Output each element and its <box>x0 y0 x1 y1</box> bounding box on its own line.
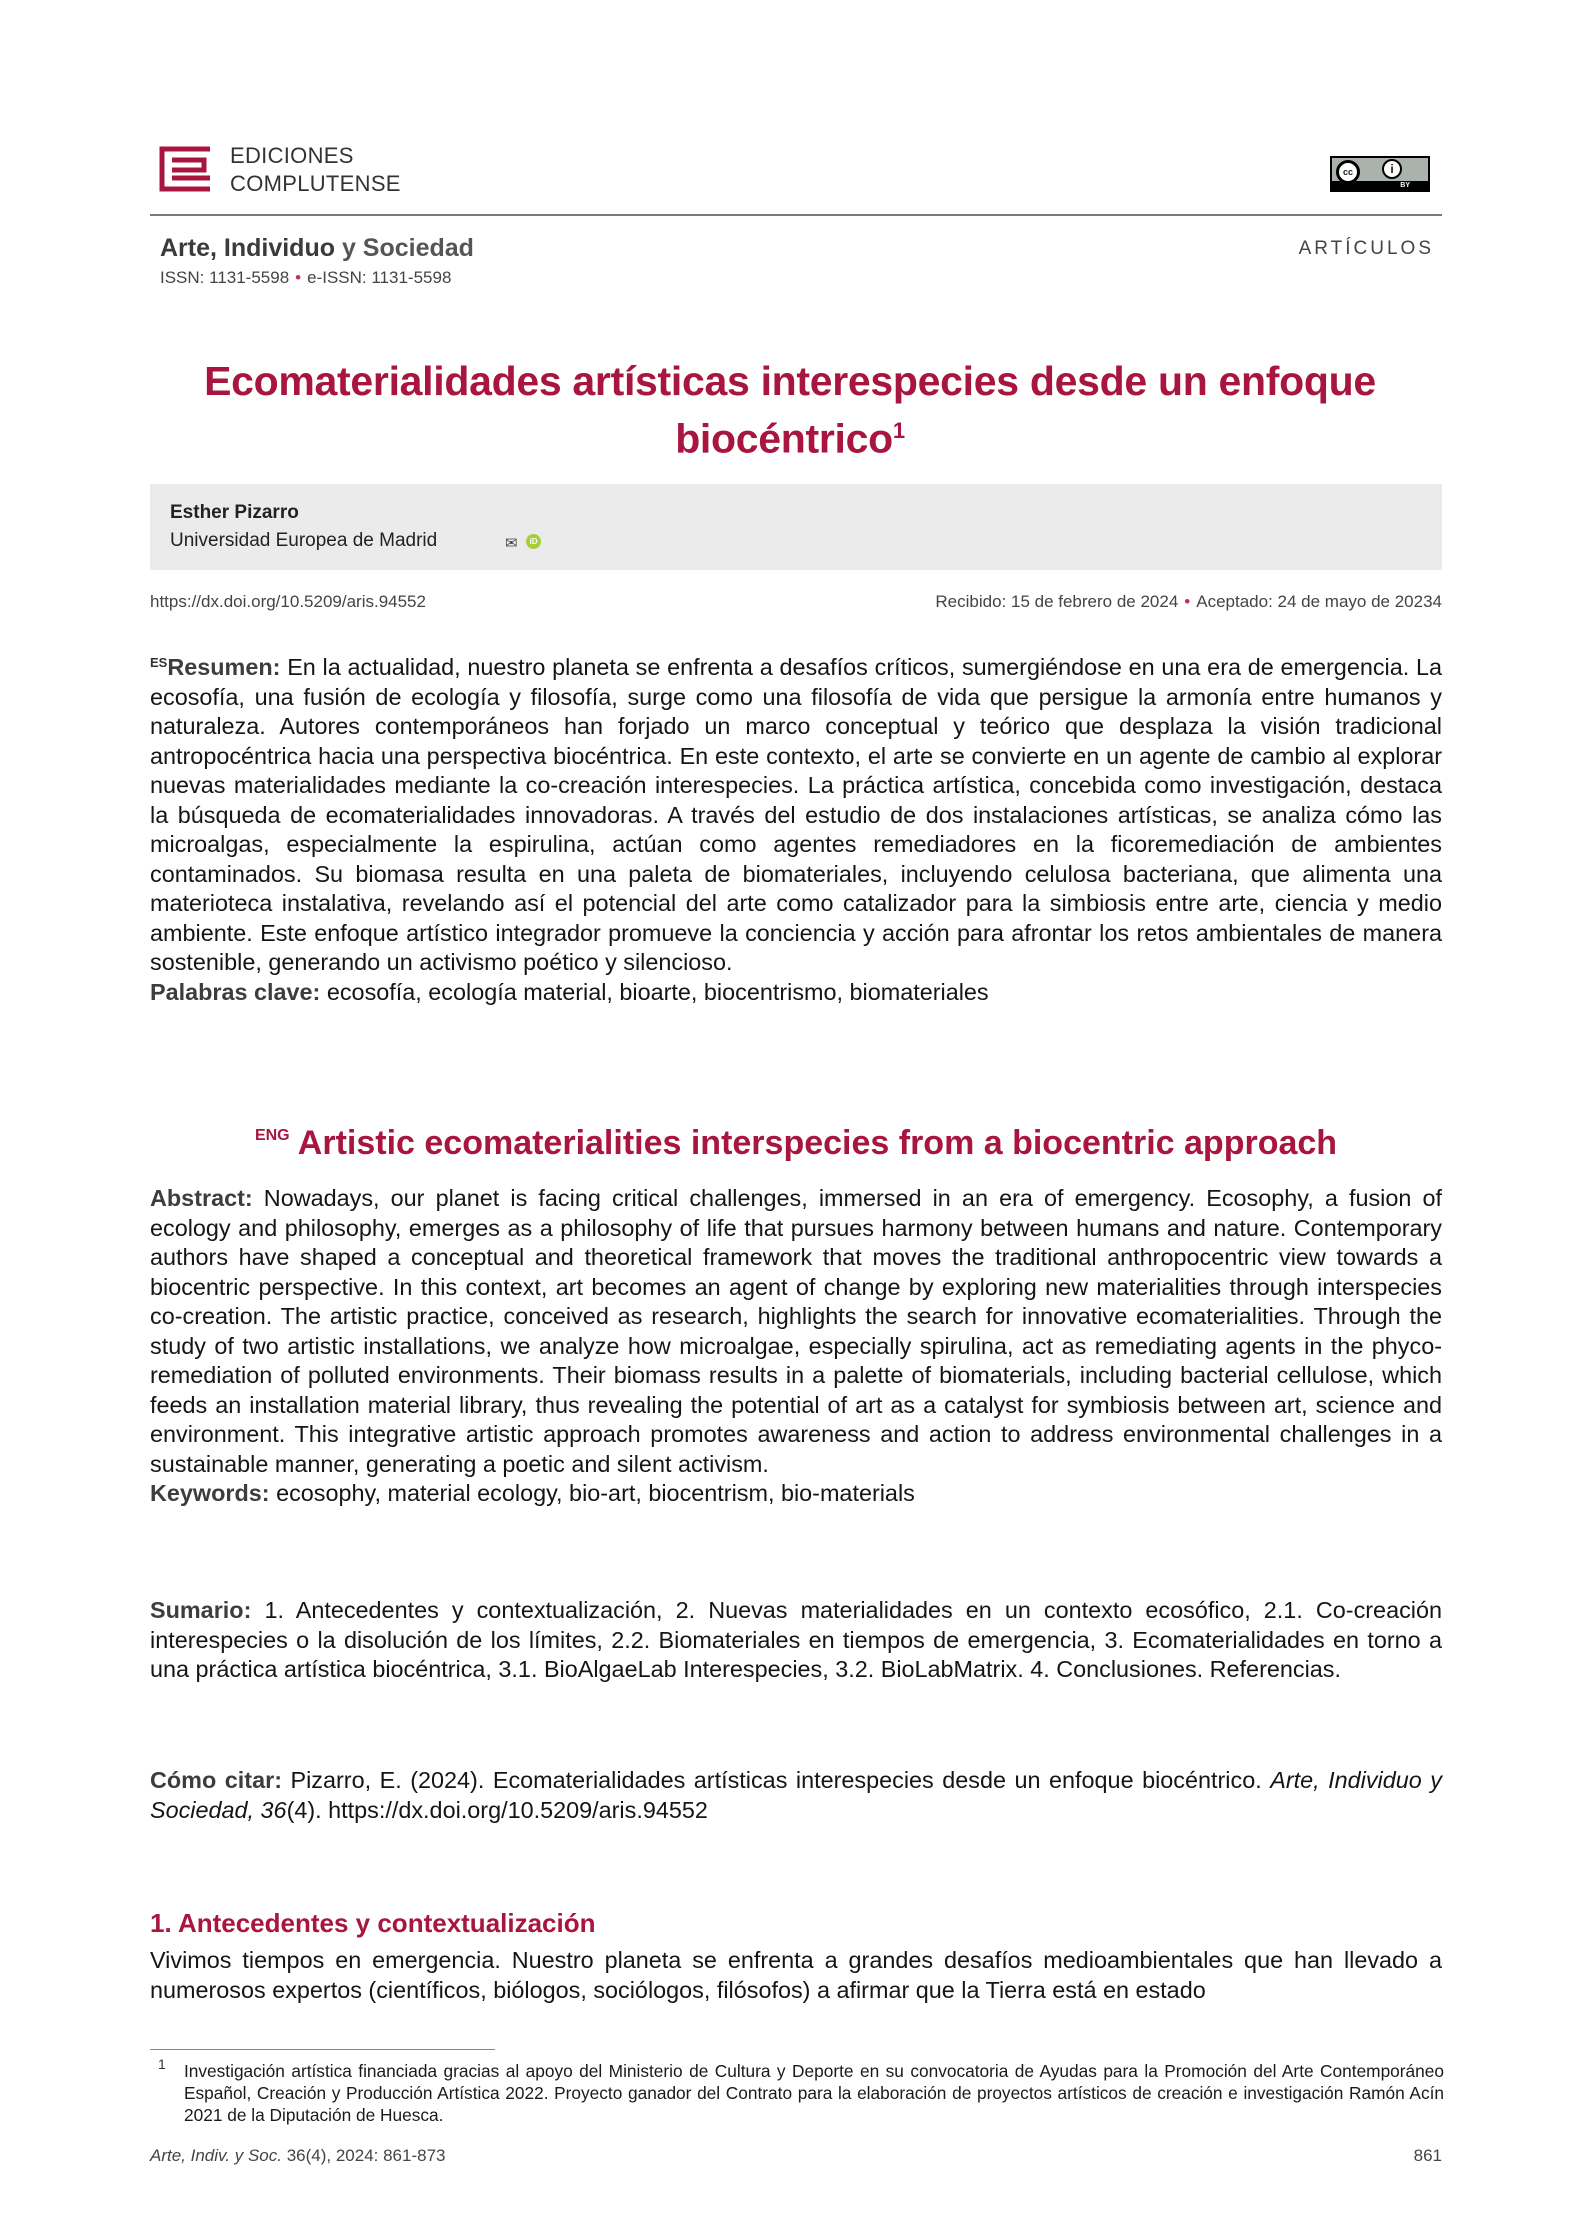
ediciones-complutense-logo-icon <box>158 146 210 192</box>
issn: ISSN: 1131-5598 <box>160 268 290 287</box>
journal-title-part: Arte, Individuo <box>160 234 335 262</box>
resumen-text: En la actualidad, nuestro planeta se enfrenta a desafíos críticos, sumergiéndose en una era de emergencia. La ecosofía, una fusión de ecología y filosofía, surge como una filosofía de vida que persigue la armonía entre humanos y naturaleza. Autores contemporáneos han forjado un marco conceptual y teórico que desplaza la visión tradicional antropocéntrica hacia una perspectiva biocéntrica. En este contexto, el arte se convierte en un agente de cambio al explorar nuevas materialidades mediante la co-creación interespecies. La práctica artística, concebida como investigación, destaca la búsqueda de ecomaterialidades innovadoras. A través del estudio de dos instalaciones artísticas, se analiza cómo las microalgas, especialmente la espirulina, actúan como agentes remediadores en la ficoremediación de ambientes contaminados. Su biomasa resulta en una paleta de biomateriales, incluyendo celulosa bacteriana, que alimenta una materioteca instalativa, revelando así el potencial del arte como catalizador para la simbiosis entre arte, ciencia y medio ambiente. Este enfoque artístico integrador promueve la conciencia y acción para afrontar los retos ambientales de manera sostenible, generando un activismo poético y silencioso. <box>150 654 1442 975</box>
orcid-icon[interactable]: iD <box>526 534 541 549</box>
footer-citation <box>150 2146 445 2166</box>
citation-doi[interactable]: (4). https://dx.doi.org/10.5209/aris.94552 <box>286 1796 708 1823</box>
abstract-label: Abstract: <box>150 1185 253 1211</box>
keywords-text: ecosofía, ecología material, bioarte, biocentrismo, biomateriales <box>320 978 989 1005</box>
keywords-label: Palabras clave: <box>150 978 321 1005</box>
keywords-text: ecosophy, material ecology, bio-art, biocentrism, bio-materials <box>269 1480 915 1506</box>
resumen-label: Resumen: <box>167 654 281 680</box>
cc-by-license-badge[interactable] <box>1330 156 1430 192</box>
footnote-mark[interactable]: 1 <box>892 418 905 443</box>
mail-icon[interactable]: ✉ <box>505 535 518 552</box>
section-label: ARTÍCULOS <box>1298 238 1434 259</box>
attribution-person-icon: i <box>1382 159 1402 179</box>
resumen-abstract <box>150 648 1442 1007</box>
footnote-text: Investigación artística financiada gracias al apoyo del Ministerio de Cultura y Deporte en su convocatoria de Ayudas para la Promoción del Arte Contemporáneo Español, Creación y Producción Artística 2022. Proyecto ganador del Contrato para la elaboración de proyectos artísticos de creación e investigación Ramón Acín 2021 de la Diputación de Huesca. <box>184 2061 1444 2125</box>
eissn: e-ISSN: 1131-5598 <box>307 268 452 287</box>
author-affiliation: Universidad Europea de Madrid <box>170 530 438 551</box>
language-tag: ES <box>150 655 168 670</box>
author-box <box>150 484 1442 570</box>
bullet-separator: • <box>295 268 302 287</box>
doi-link[interactable]: https://dx.doi.org/10.5209/aris.94552 <box>150 592 426 611</box>
keywords-label: Keywords: <box>150 1480 270 1506</box>
english-abstract <box>150 1184 1442 1509</box>
footnote-number: 1 <box>158 2056 166 2072</box>
citation <box>150 1766 1442 1825</box>
journal-title-part: Sociedad <box>362 234 474 262</box>
issn-line <box>160 268 451 288</box>
article-title-text: Ecomaterialidades artísticas interespecies desde un enfoque biocéntrico <box>204 358 1376 462</box>
publisher-name <box>230 142 401 198</box>
author-name: Esther Pizarro <box>170 502 299 523</box>
citation-journal: Arte, Individuo y Sociedad, 36 <box>150 1767 1442 1823</box>
accepted-date: Aceptado: 24 de mayo de 20234 <box>1196 592 1442 611</box>
citation-label: Cómo citar: <box>150 1767 282 1793</box>
footer-volume: 36(4), 2024: 861-873 <box>281 2146 446 2165</box>
english-title-text: Artistic ecomaterialities interspecies from a biocentric approach <box>297 1124 1338 1162</box>
bullet-separator: • <box>1184 592 1191 611</box>
language-tag: ENG <box>254 1127 290 1144</box>
body-paragraph: Vivimos tiempos en emergencia. Nuestro planeta se enfrenta a grandes desafíos medioambientales que han llevado a numerosos expertos (científicos, biólogos, sociólogos, filósofos) a afirmar que la Tierra está en estado <box>150 1947 1442 2003</box>
received-date: Recibido: 15 de febrero de 2024 <box>935 592 1179 611</box>
publisher-line-1: EDICIONES <box>230 143 354 168</box>
sumario-text: 1. Antecedentes y contextualización, 2. Nuevas materialidades en un contexto ecosófico, 2.1. Co-creación interespecies o la disolución de los límites, 2.2. Biomateriales en tiempos de emergencia, 3. Ecomaterialidades en torno a una práctica artística biocéntrica, 3.1. BioAlgaeLab Interespecies, 3.2. BioLabMatrix. 4. Conclusiones. Referencias. <box>150 1597 1442 1682</box>
creative-commons-icon: cc <box>1336 160 1360 184</box>
badge-bar <box>1332 181 1428 190</box>
header-divider <box>150 214 1442 216</box>
journal-title-part: y <box>335 234 363 262</box>
publisher-line-2: COMPLUTENSE <box>230 171 401 196</box>
dates-line <box>935 592 1442 612</box>
article-title <box>200 356 1380 464</box>
citation-text: Pizarro, E. (2024). Ecomaterialidades artísticas interespecies desde un enfoque biocéntrico. <box>281 1767 1271 1793</box>
footer-journal: Arte, Indiv. y Soc. <box>150 2146 282 2165</box>
page-number: 861 <box>1413 2146 1442 2165</box>
footnote-divider <box>150 2049 495 2050</box>
journal-title <box>160 234 474 263</box>
by-label: BY <box>1400 182 1410 189</box>
sumario <box>150 1596 1442 1685</box>
abstract-text: Nowadays, our planet is facing critical challenges, immersed in an era of emergency. Ecosophy, a fusion of ecology and philosophy, emerges as a philosophy of life that pursues harmony between humans and nature. Contemporary authors have shaped a conceptual and theoretical framework that moves the traditional anthropocentric view towards a biocentric perspective. In this context, art becomes an agent of change by exploring new materialities through interspecies co-creation. The artistic practice, conceived as research, highlights the search for innovative ecomaterialities. Through the study of two artistic installations, we analyze how microalgae, especially spirulina, act as remediating agents in the phyco-remediation of polluted environments. Their biomass results in a palette of biomaterials, including bacterial cellulose, which feeds an installation material library, thus revealing the potential of art as a catalyst for symbiosis between art, science and environment. This integrative artistic approach promotes awareness and action to address environmental challenges in a sustainable manner, generating a poetic and silent activism. <box>150 1185 1442 1477</box>
english-title <box>150 1124 1442 1163</box>
section-heading: 1. Antecedentes y contextualización <box>150 1908 596 1938</box>
sumario-label: Sumario: <box>150 1597 252 1623</box>
